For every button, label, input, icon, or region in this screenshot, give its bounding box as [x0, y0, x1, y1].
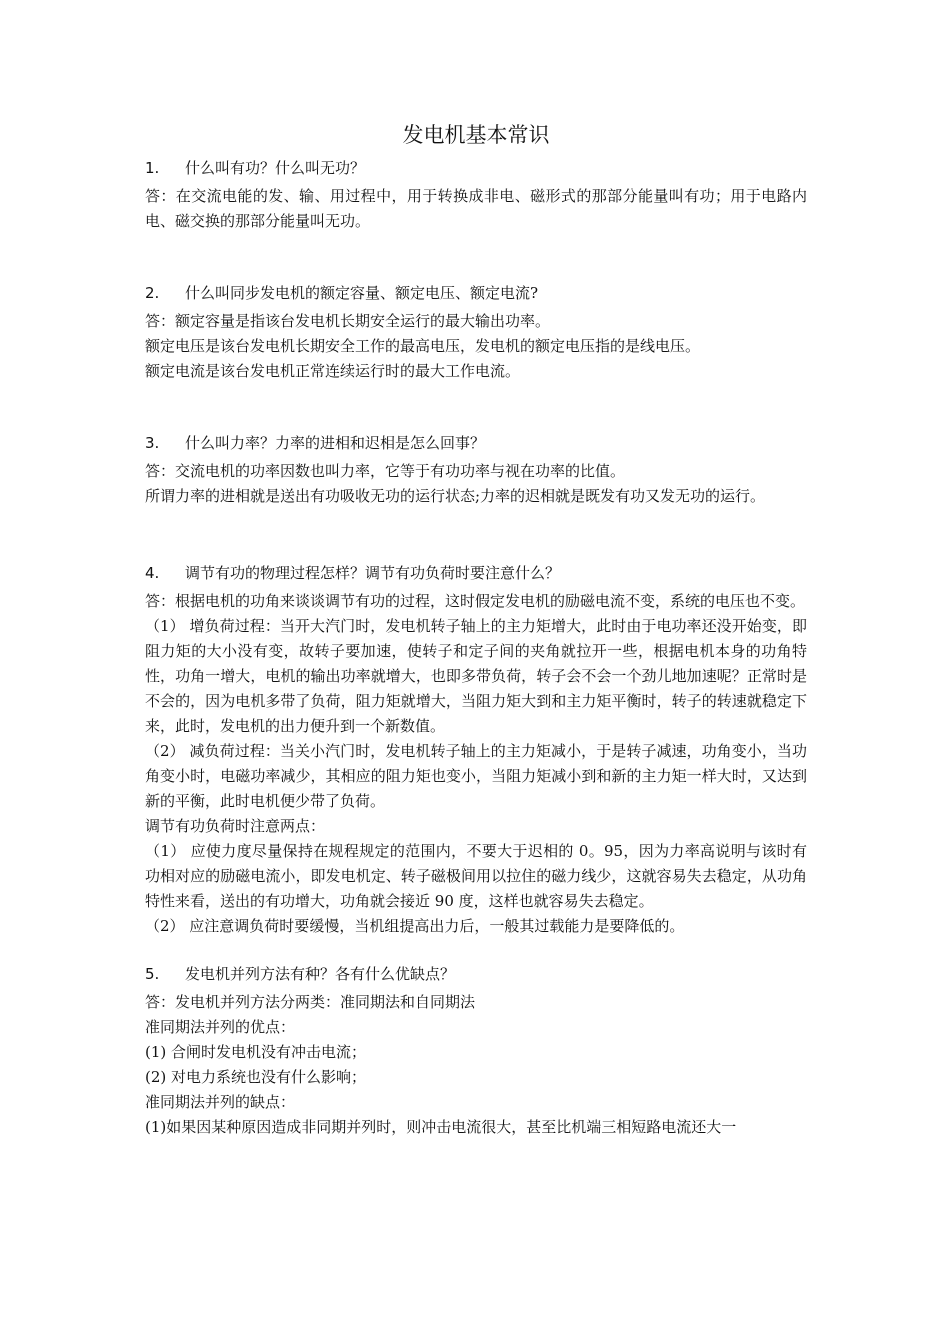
answer-paragraph: 答：在交流电能的发、输、用过程中，用于转换成非电、磁形式的那部分能量叫有功；用于电路内电、磁交换的那部分能量叫无功。 — [145, 187, 807, 230]
answer-paragraph: 准同期法并列的缺点： — [145, 1093, 296, 1111]
answer-paragraph: 调节有功负荷时注意两点： — [145, 817, 326, 835]
document-title: 发电机基本常识 — [402, 123, 550, 147]
answer-paragraph: 答：根据电机的功角来谈谈调节有功的过程，这时假定发电机的励磁电流不变，系统的电压也不变。 — [145, 592, 806, 610]
answer-paragraph: 准同期法并列的优点： — [145, 1018, 296, 1036]
question-text: 发电机并列方法有种？各有什么优缺点？ — [185, 965, 456, 983]
answer-paragraph: 额定电流是该台发电机正常连续运行时的最大工作电流。 — [145, 362, 521, 380]
question-1 — [145, 156, 807, 181]
question-5 — [145, 962, 807, 987]
answer-paragraph: 额定电压是该台发电机长期安全工作的最高电压，发电机的额定电压指的是线电压。 — [145, 337, 701, 355]
answer-paragraph: 答：交流电机的功率因数也叫力率，它等于有功功率与视在功率的比值。 — [145, 462, 626, 480]
question-number: 4. — [145, 564, 160, 582]
answer-paragraph: （2） 应注意调负荷时要缓慢，当机组提高出力后，一般其过载能力是要降低的。 — [145, 917, 685, 935]
answer-paragraph: （1） 增负荷过程：当开大汽门时，发电机转子轴上的主力矩增大，此时由于电功率还没开始变，即阻力矩的大小没有变，故转子要加速，使转子和定子间的夹角就拉开一些，根据电机本身的功角特性，功角一增大，电机的输出功率就增大，也即多带负荷，转子会不会一个劲儿地加速呢？正常时是不会的，因为电机多带了负荷，阻力矩就增大，当阻力矩大到和主力矩平衡时，转子的转速就稳定下来，此时，发电机的出力便升到一个新数值。 — [145, 617, 807, 735]
answer-paragraph: (2) 对电力系统也没有什么影响； — [145, 1068, 367, 1086]
question-3 — [145, 431, 807, 456]
question-text: 什么叫同步发电机的额定容量、额定电压、额定电流? — [185, 284, 539, 302]
answer-paragraph: 答：额定容量是指该台发电机长期安全运行的最大输出功率。 — [145, 312, 551, 330]
answer-paragraph: (1) 合闸时发电机没有冲击电流； — [145, 1043, 367, 1061]
question-2 — [145, 281, 807, 306]
question-number: 3. — [145, 434, 160, 452]
answer-paragraph: (1)如果因某种原因造成非同期并列时，则冲击电流很大，甚至比机端三相短路电流还大一 — [145, 1118, 737, 1136]
document-page — [145, 120, 807, 1140]
question-number: 2. — [145, 284, 160, 302]
question-text: 调节有功的物理过程怎样？调节有功负荷时要注意什么？ — [185, 564, 561, 582]
question-number: 1. — [145, 159, 160, 177]
answer-paragraph: （1） 应使力度尽量保持在规程规定的范围内，不要大于迟相的 0。95，因为力率高说明与该时有功相对应的励磁电流小，即发电机定、转子磁极间用以拉住的磁力线少，这就容易失去稳定，从功角特性来看，送出的有功增大，功角就会接近 90 度，这样也就容易失去稳定。 — [145, 842, 807, 910]
question-text: 什么叫力率？力率的进相和迟相是怎么回事？ — [185, 434, 486, 452]
question-text: 什么叫有功？什么叫无功？ — [185, 159, 366, 177]
question-number: 5. — [145, 965, 160, 983]
answer-paragraph: 答：发电机并列方法分两类：准同期法和自同期法 — [145, 993, 476, 1011]
question-4 — [145, 561, 807, 586]
answer-paragraph: 所谓力率的进相就是送出有功吸收无功的运行状态;力率的迟相就是既发有功又发无功的运行。 — [145, 487, 766, 505]
answer-paragraph: （2） 减负荷过程：当关小汽门时，发电机转子轴上的主力矩减小，于是转子减速，功角变小，当功角变小时，电磁功率减少，其相应的阻力矩也变小，当阻力矩减小到和新的主力矩一样大时，又达到新的平衡，此时电机便少带了负荷。 — [145, 742, 807, 810]
